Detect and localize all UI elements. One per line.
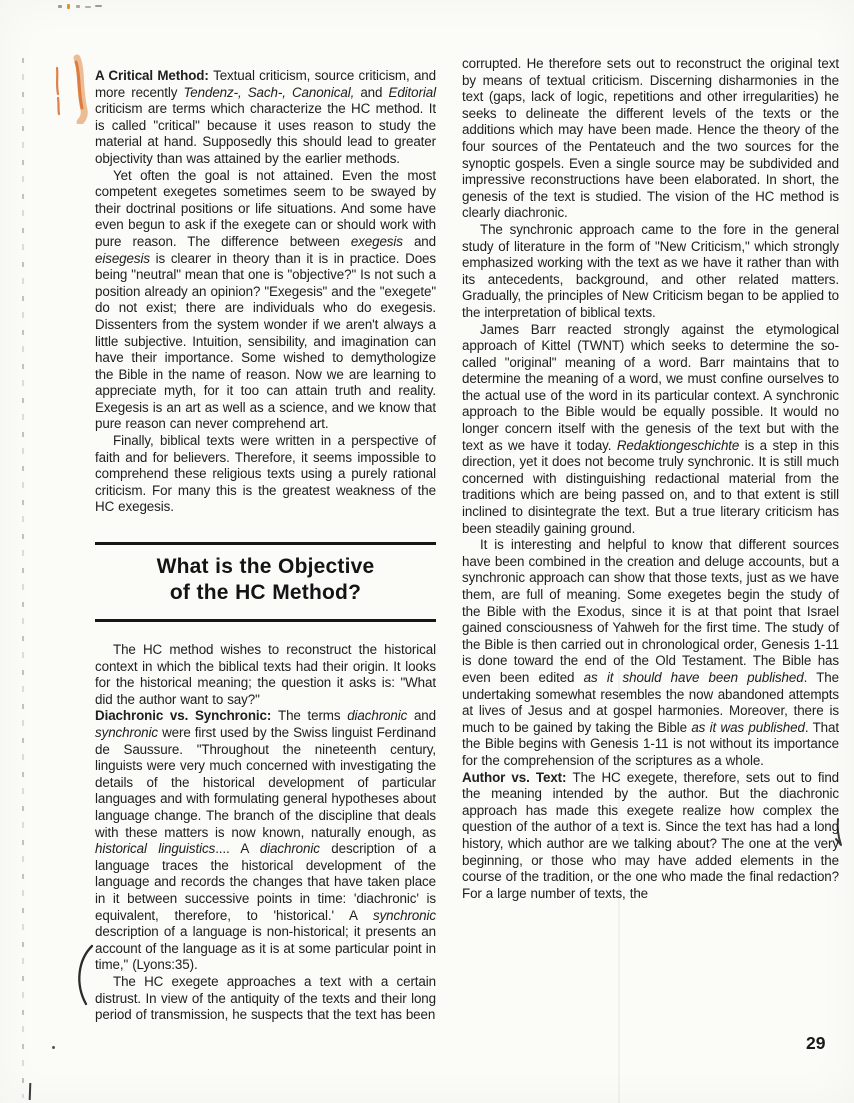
black-pen-bracket [66, 942, 96, 1008]
text-run: . The undertaking somewhat resembles the now abandoned attempts at lives of Jesus and at gospel harmonies. Moreover, there is much to be gained by taking the Bible [462, 669, 839, 735]
orange-pen-mark [46, 54, 98, 124]
text-run: diachronic [347, 708, 408, 724]
paragraph [462, 537, 839, 769]
text-run: Diachronic vs. Synchronic: [95, 708, 278, 724]
paragraph [95, 68, 436, 168]
text-run: Textual criticism, source criticism, and more recently [95, 68, 436, 100]
text-run: and [402, 233, 436, 249]
text-run: Editorial [388, 84, 436, 100]
section-heading-line: of the HC Method? [169, 581, 362, 605]
text-run: diachronic [259, 841, 320, 857]
text-run: as it was published [691, 719, 805, 735]
text-run: description of a language traces the historical development of the language and records the changes that have taken place in it between successive points in time: 'diachronic' is equivalent, therefore, to 'historical.' A [95, 841, 437, 923]
paragraph [95, 642, 436, 708]
text-run: historical linguistics [95, 841, 216, 857]
bottom-edge-tick-mark [29, 1083, 32, 1100]
paragraph [95, 708, 436, 974]
text-run: It is interesting and helpful to know that different sources have been combined in the creation and deluge accounts, but a synchronic approach can show that those texts, just as we have them, are full of meaning. Some exegetes begin the study of the Bible with the Exodus, since it is at that point that Israel gained consciousness of Yahweh for the first time. The study of the Bible is then carried out in chronological order, Genesis 1-11 is done toward the end of the Old Testament. The Bible has even been edited [462, 537, 839, 685]
text-run: The HC exegete, therefore, sets out to find the meaning intended by the author. But the diachronic approach has made this exegete realize how complex the question of the author of a text is. Since the text has had a long history, which author are we talking about? The one at the very beginning, or those who may have added elements in the course of the tradition, or the one who made the final redaction? For a large number of texts, the [462, 769, 840, 901]
text-run: exegesis [350, 233, 403, 249]
right-column [462, 56, 839, 902]
text-run: Tendenz-, Sach-, Canonical, [183, 84, 355, 100]
top-edge-specks [58, 2, 218, 12]
section-heading-line: What is the Objective [156, 555, 375, 579]
text-run: description of a language is non-historical; it presents an account of the language as it is at some particular point in time," (Lyons:35). [95, 924, 436, 973]
text-run: criticism are terms which characterize the HC method. It is called "critical" because it uses reason to study the material at hand. Supposedly this should lead to greater objectivity than was attained by the earlier methods. [95, 101, 436, 166]
paragraph [95, 974, 436, 1024]
text-run: The synchronic approach came to the fore in the general study of literature in the form of "New Criticism," which strongly emphasized working with the text as we have it rather than with its antecedents, background, and other related matters. Gradually, the principles of New Criticism began to be applied to the interpretation of biblical texts. [462, 221, 839, 320]
text-run: synchronic [95, 725, 159, 740]
text-run: .... A [215, 841, 260, 857]
text-run: and [407, 708, 436, 724]
left-column [95, 68, 436, 1024]
text-run: . That the Bible begins with Genesis 1-11 is not without its importance for the comprehension of the scriptures as a whole. [462, 719, 839, 768]
paragraph [462, 322, 839, 538]
paragraph [462, 222, 839, 322]
text-run: Redaktiongeschichte [616, 437, 740, 453]
text-run: Yet often the goal is not attained. Even the most competent exegetes sometimes seem to be swayed by their doctrinal positions or life situations. And some have even begun to ask if the exegete can or should work with pure reason. The difference between [95, 167, 436, 249]
section-heading [95, 542, 436, 622]
ink-dot [52, 1046, 55, 1049]
paragraph [462, 56, 839, 222]
text-run: and [354, 84, 389, 100]
text-run: eisegesis [95, 250, 150, 266]
text-run: The HC method wishes to reconstruct the historical context in which the biblical texts had their origin. It looks for the historical meaning; the question it asks is: "What did the author want to say?" [95, 642, 436, 707]
page-number: 29 [806, 1033, 826, 1053]
paragraph [95, 168, 436, 434]
scan-edge-dashed-line [22, 58, 24, 1098]
text-run: A Critical Method: [95, 68, 214, 83]
text-run: The HC exegete approaches a text with a certain distrust. In view of the antiquity of the texts and their long period of transmission, he suspects that the text has been [95, 973, 436, 1023]
paragraph [95, 433, 436, 516]
text-run: as it should have been published [583, 669, 804, 685]
text-run: is clearer in theory than it is in practice. Does being "neutral" mean that one is "objective?" Is not such a position already an opinion? "Exegesis" and the "exegete" do not exist; there are individuals who do exegesis. Dissenters from the system wonder if we aren't always a little subjective. Intuition, sensibility, and imagination can have their importance. Some wished to demythologize the Bible in the name of reason. Now we are learning to appreciate myth, for it too can attain truth and reality. Exegesis is an art as well as a science, and we know that pure reason can never comprehend art. [95, 250, 436, 432]
text-run: The terms [277, 708, 348, 724]
text-run: were first used by the Swiss linguist Ferdinand de Saussure. "Throughout the nineteenth century, linguists were very much concerned with investigating the details of the historical development of particular languages and with formulating general hypotheses about language change. The branch of the discipline that deals with these matters is now known, naturally enough, as [95, 725, 436, 840]
text-run: synchronic [372, 907, 436, 923]
text-run: Author vs. Text: [462, 769, 573, 785]
text-run: corrupted. He therefore sets out to reconstruct the original text by means of textual criticism. Discerning disharmonies in the text (gaps, lack of logic, repetitions and other irregularities) he seeks to delineate the different levels of the texts or the additions which may have been made. Hence the theory of the four sources of the Pentateuch and the two sources for the synoptic gospels. Even a single source may be subdivided and impressive reconstructions have been elaborated. In short, the genesis of the text is studied. The vision of the HC method is clearly diachronic. [462, 56, 839, 221]
text-run: is a step in this direction, yet it does not become truly synchronic. It is still much concerned with distinguishing redactional material from the traditions which are being passed on, and to that extent is still inclined to disintegrate the text. But a true literary criticism has been steadily gaining ground. [462, 437, 839, 536]
text-run: Finally, biblical texts were written in a perspective of faith and for believers. Therefore, it seems impossible to comprehend these religious texts using a purely rational criticism. For many this is the greatest weakness of the HC exegesis. [95, 433, 436, 515]
text-run: James Barr reacted strongly against the etymological approach of Kittel (TWNT) which seeks to determine the so-called "original" meaning of a word. Barr maintains that to determine the meaning of a word, we must confine ourselves to the actual use of the word in its particular context. A synchronic approach to the Bible would be equally possible. It would no longer concern itself with the genesis of the text but with the text as we have it today. [462, 321, 839, 453]
paragraph [462, 770, 839, 903]
